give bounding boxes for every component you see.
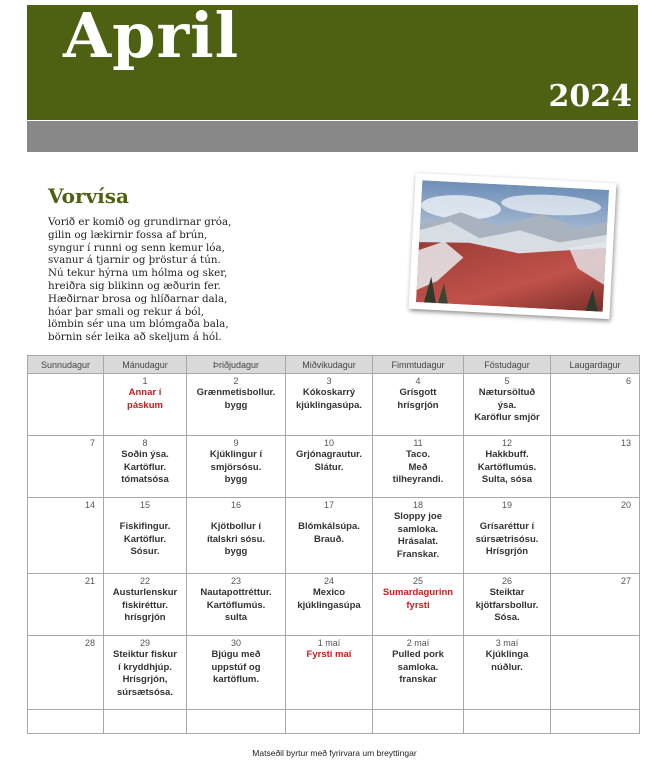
menu-line: Grænmetisbollur. (196, 387, 276, 398)
menu-line: bygg (224, 399, 248, 411)
menu-line: Karöflur smjör (474, 412, 540, 423)
day-number: 11 (413, 438, 423, 448)
holiday-text: Sumardagurinn (382, 587, 454, 598)
day-cell (286, 436, 373, 498)
day-cell (373, 374, 464, 436)
menu-line: Fiskifingur. (119, 521, 171, 532)
day-number: 24 (323, 576, 334, 586)
day-number: 22 (139, 576, 150, 586)
poem-line: lömbin sér una um blómgaða bala, (48, 318, 229, 331)
day-cell (104, 710, 187, 734)
landscape-image (416, 180, 609, 312)
day-number: 1 (142, 376, 148, 386)
day-cell (187, 498, 286, 574)
day-cell (28, 436, 104, 498)
month-title: April (63, 0, 240, 72)
poem-line: Nú tekur hýrna um hólma og sker, (48, 267, 228, 280)
day-cell (187, 374, 286, 436)
poem-line: hóar þar smali og rekur á ból, (48, 305, 205, 318)
day-number: 21 (84, 576, 95, 586)
day-number: 13 (620, 438, 631, 448)
menu-line: samloka. (397, 661, 439, 673)
landscape-photo (409, 173, 617, 319)
poem-line: hreiðra sig blikinn og æðurin fer. (48, 279, 221, 292)
menu-line: Steiktur fiskur (113, 649, 177, 660)
day-number: 30 (230, 638, 241, 648)
poem-line: gilin og lækirnir fossa af brún, (48, 228, 208, 241)
menu-line: Grísgott (399, 387, 437, 398)
day-cell (286, 710, 373, 734)
day-number: 6 (625, 376, 631, 386)
day-cell (187, 710, 286, 734)
meal-calendar (27, 355, 640, 734)
day-cell (187, 436, 286, 498)
weekday-header-row (28, 356, 640, 374)
day-cell (464, 436, 551, 498)
menu-line: Taco. (405, 449, 431, 460)
menu-line: franskar (399, 674, 437, 685)
day-number: 9 (233, 438, 239, 448)
day-cell (286, 374, 373, 436)
menu-line: kjötfarsbollur. (475, 599, 539, 611)
day-cell (104, 498, 187, 574)
menu-line: núðlur. (491, 661, 523, 673)
day-number: 16 (230, 500, 241, 510)
day-cell (551, 710, 640, 734)
day-number: 2 maí (406, 638, 430, 648)
menu-line: hrísgrjón (397, 399, 439, 411)
day-number: 12 (501, 438, 512, 448)
day-cell (104, 436, 187, 498)
menu-line: Austurlenskur (112, 587, 178, 598)
header-banner (27, 0, 638, 120)
holiday-text: Fyrsti maí (306, 649, 352, 660)
poem-text (48, 216, 388, 344)
menu-line: ítalskri sósu. (206, 533, 266, 545)
menu-line: Nætursöltuð (478, 387, 536, 398)
day-cell (286, 498, 373, 574)
day-number: 26 (501, 576, 512, 586)
weekday-header: Mánudagur (104, 356, 187, 374)
menu-line: Sósa. (494, 612, 520, 623)
menu-line: sulta (224, 612, 248, 623)
day-number: 19 (501, 500, 512, 510)
menu-line: súrsætrisósu. (475, 533, 539, 545)
day-cell (464, 498, 551, 574)
day-cell (187, 574, 286, 636)
menu-line: Kjötbollur í (210, 521, 262, 532)
poem-line: syngur í runni og senn kemur lóa, (48, 241, 225, 254)
spacer (189, 511, 283, 521)
day-cell (551, 574, 640, 636)
week-row (28, 636, 640, 710)
menu-line: Með (408, 461, 428, 473)
day-number: 5 (504, 376, 510, 386)
footer-note: Matseðil byrtur með fyrirvara um breyttingar (252, 748, 417, 758)
day-number: 18 (412, 500, 423, 510)
menu-line: Hrísgrjón, (122, 674, 168, 685)
week-row (28, 574, 640, 636)
poem-line: svanur á tjarnir og þröstur á tún. (48, 254, 221, 267)
menu-line: Grjónagrautur. (296, 449, 362, 460)
day-cell (551, 636, 640, 710)
menu-line: Brauð. (313, 533, 345, 545)
day-cell (373, 498, 464, 574)
day-cell (28, 574, 104, 636)
day-cell (28, 498, 104, 574)
weekday-header: Laugardagur (551, 356, 640, 374)
menu-line: Kartöflur. (123, 461, 167, 473)
menu-line: Steiktar (489, 587, 525, 598)
menu-line: Kjúklingur í (209, 449, 263, 460)
day-number: 14 (84, 500, 95, 510)
menu-line: ýsa. (497, 399, 517, 411)
day-number: 3 (326, 376, 332, 386)
menu-line: Sósur. (130, 546, 160, 557)
day-cell (187, 636, 286, 710)
weekday-header: Miðvikudagur (286, 356, 373, 374)
day-cell (464, 374, 551, 436)
menu-line: Franskar. (396, 548, 440, 560)
day-number: 25 (412, 576, 423, 586)
day-cell (464, 574, 551, 636)
menu-line: Kartöflur. (123, 533, 167, 545)
poem-line: Vorið er komið og grundirnar gróa, (48, 216, 232, 228)
day-cell (104, 574, 187, 636)
header-divider-bar (27, 121, 638, 152)
menu-line: bygg (224, 546, 248, 557)
menu-line: Bjúgu með (211, 649, 261, 660)
menu-line: Nautapottréttur. (200, 587, 272, 598)
poem-title: Vorvísa (48, 184, 129, 208)
day-number: 3 maí (495, 638, 519, 648)
day-number: 20 (620, 500, 631, 510)
day-cell (551, 374, 640, 436)
day-number: 4 (415, 376, 421, 386)
holiday-text: páskum (127, 399, 163, 411)
menu-line: tómatsósa (121, 474, 169, 485)
day-number: 1 maí (317, 638, 341, 648)
day-number: 29 (139, 638, 150, 648)
day-cell (104, 374, 187, 436)
week-row (28, 498, 640, 574)
day-number: 28 (84, 638, 95, 648)
day-cell (286, 574, 373, 636)
weekday-header: Sunnudagur (28, 356, 104, 374)
menu-line: Grísaréttur í (479, 521, 535, 532)
menu-line: Hakkbuff. (485, 449, 529, 460)
menu-line: Pulled pork (392, 649, 444, 660)
weekday-header: Þriðjudagur (187, 356, 286, 374)
day-number: 15 (139, 500, 150, 510)
menu-line: Kartöflumús. (477, 461, 537, 473)
day-number: 2 (233, 376, 239, 386)
menu-line: fiskiréttur. (122, 599, 168, 611)
menu-line: Mexico (312, 587, 346, 598)
spacer (466, 511, 548, 521)
day-cell (28, 374, 104, 436)
menu-line: tilheyrandi. (392, 474, 444, 485)
menu-line: Kjúklinga (485, 649, 529, 660)
day-cell (373, 574, 464, 636)
menu-line: Hrásalat. (397, 536, 439, 547)
menu-line: Blómkálsúpa. (298, 521, 360, 532)
menu-line: Hrísgrjón (485, 546, 529, 557)
menu-line: kjúklingasúpa (297, 599, 361, 611)
menu-line: Kartöflumús. (206, 599, 266, 611)
day-cell (373, 636, 464, 710)
spacer (288, 511, 370, 521)
menu-line: Kókoskarrý (302, 387, 356, 398)
spacer (106, 511, 184, 521)
week-row (28, 374, 640, 436)
day-number: 10 (323, 438, 334, 448)
weekday-header: Fimmtudagur (373, 356, 464, 374)
menu-line: Sloppy joe (393, 511, 443, 522)
day-number: 17 (323, 500, 334, 510)
menu-line: uppstúf og (211, 661, 261, 673)
menu-line: samloka. (397, 523, 439, 535)
menu-line: kartöflum. (213, 674, 259, 685)
day-number: 23 (230, 576, 241, 586)
menu-line: í kryddhjúp. (118, 661, 172, 673)
menu-line: Slátur. (314, 461, 344, 473)
week-row (28, 710, 640, 734)
day-cell (373, 436, 464, 498)
holiday-text: fyrsti (406, 599, 430, 611)
weekday-header: Föstudagur (464, 356, 551, 374)
poem-line: Hæðirnar brosa og hlíðarnar dala, (48, 292, 228, 305)
day-cell (464, 710, 551, 734)
menu-line: Sulta, sósa (481, 474, 533, 485)
menu-line: kjúklingasúpa. (296, 399, 362, 411)
day-cell (28, 710, 104, 734)
menu-line: Soðin ýsa. (121, 449, 169, 460)
week-row (28, 436, 640, 498)
day-cell (104, 636, 187, 710)
menu-line: bygg (224, 474, 248, 485)
day-number: 7 (89, 438, 95, 448)
day-cell (551, 498, 640, 574)
day-cell (464, 636, 551, 710)
day-cell (286, 636, 373, 710)
year-title: 2024 (548, 79, 632, 114)
day-cell (373, 710, 464, 734)
menu-line: smjörsósu. (210, 461, 262, 473)
day-number: 8 (142, 438, 148, 448)
menu-line: súrsætsósa. (117, 686, 173, 698)
day-cell (28, 636, 104, 710)
day-cell (551, 436, 640, 498)
poem-line: börnin sér leika að skeljum á hól. (48, 331, 222, 344)
menu-line: hrísgrjón (124, 612, 166, 623)
day-number: 27 (620, 576, 631, 586)
holiday-text: Annar í (128, 387, 162, 398)
